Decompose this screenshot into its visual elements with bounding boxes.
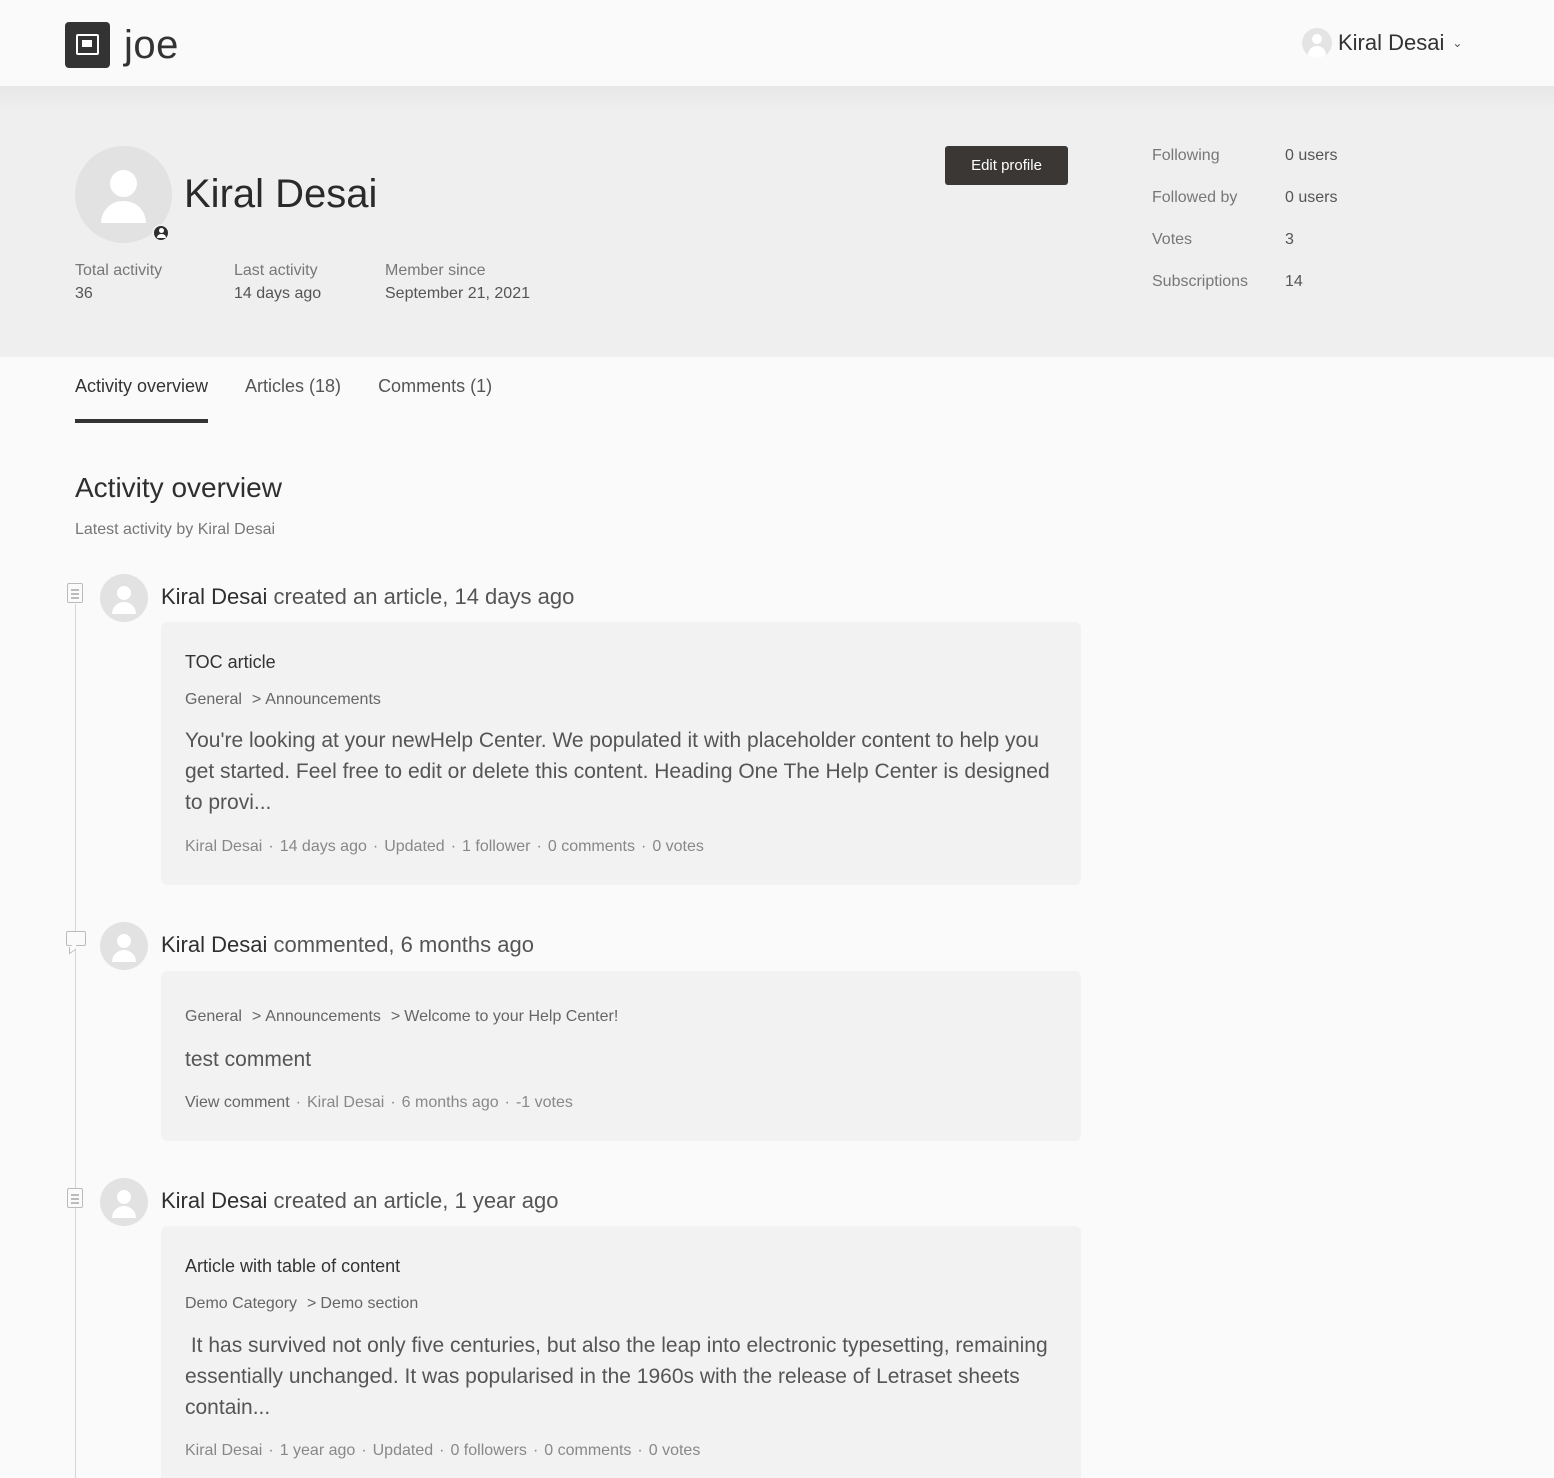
coffee-cup-icon [65, 22, 110, 68]
meta-time: 1 year ago [279, 1442, 356, 1459]
activity-avatar[interactable] [100, 922, 148, 970]
activity-excerpt: It has survived not only five centuries, but also the leap into electronic typesetting, remaining essentially unchanged. It was popularised in the 1960s with the release of Letraset sheets contain... [185, 1334, 1054, 1419]
side-stat-subscriptions [1152, 273, 1303, 291]
meta-votes: -1 votes [515, 1094, 573, 1111]
breadcrumb-item[interactable]: Welcome to your Help Center! [404, 1008, 619, 1025]
meta-followers: 0 followers [450, 1442, 527, 1459]
user-badge-icon [152, 224, 170, 242]
breadcrumb-item[interactable]: Demo Category [185, 1295, 298, 1312]
user-menu-name: Kiral Desai [1338, 30, 1445, 55]
comment-text: test comment [185, 1048, 312, 1071]
brand-logo[interactable] [65, 22, 179, 68]
stat-member-since [385, 262, 530, 303]
activity-meta: Kiral Desai · 14 days ago · Updated · 1 follower · 0 comments · 0 votes [185, 838, 704, 855]
side-stat-value: 14 [1285, 273, 1303, 290]
side-stat-value: 3 [1285, 231, 1294, 248]
breadcrumb-item[interactable]: Announcements [265, 1008, 381, 1025]
activity-card [161, 1226, 1081, 1478]
breadcrumb-separator: > [307, 1295, 317, 1312]
top-header [0, 0, 1554, 86]
activity-meta: Kiral Desai · 1 year ago · Updated · 0 followers · 0 comments · 0 votes [185, 1442, 701, 1459]
side-stat-label: Votes [1152, 231, 1193, 248]
side-stat-votes [1152, 231, 1294, 249]
stat-label: Last activity [234, 262, 318, 279]
stat-value: 14 days ago [234, 285, 322, 302]
stat-value: 36 [75, 285, 93, 302]
side-stat-label: Subscriptions [1152, 273, 1249, 290]
view-comment-link[interactable]: View comment [185, 1094, 290, 1111]
activity-heading [161, 1188, 558, 1214]
side-stat-followed-by [1152, 189, 1337, 207]
activity-user-link[interactable]: Kiral Desai [161, 932, 268, 957]
article-title-link[interactable]: TOC article [185, 652, 276, 672]
profile-tabs [75, 376, 529, 423]
document-icon [67, 1188, 83, 1208]
article-title-link[interactable]: Article with table of content [185, 1256, 401, 1276]
breadcrumb-separator: > [390, 1008, 401, 1025]
side-stat-value: 0 users [1285, 189, 1338, 206]
activity-card [161, 971, 1081, 1141]
stat-label: Total activity [75, 262, 163, 279]
activity-user-link[interactable]: Kiral Desai [161, 1188, 268, 1213]
tab-activity-overview[interactable]: Activity overview [75, 376, 208, 423]
section-subtitle: Latest activity by Kiral Desai [75, 521, 276, 538]
side-stat-value: 0 users [1285, 147, 1338, 164]
meta-votes: 0 votes [648, 1442, 701, 1459]
side-stat-following [1152, 147, 1337, 165]
section-title: Activity overview [75, 472, 282, 503]
meta-time: 14 days ago [279, 838, 367, 855]
user-menu[interactable] [1302, 28, 1462, 58]
profile-name: Kiral Desai [184, 172, 378, 216]
tab-articles[interactable]: Articles (18) [245, 376, 342, 396]
meta-status: Updated [384, 838, 445, 855]
activity-user-link[interactable]: Kiral Desai [161, 584, 268, 609]
activity-excerpt: You're looking at your newHelp Center. We populated it with placeholder content to help you get started. Feel free to edit or delete this content. Heading One The Help Center is designed to provi... [185, 729, 1050, 814]
document-icon [67, 583, 83, 603]
activity-avatar[interactable] [100, 1178, 148, 1226]
breadcrumb-item[interactable]: General [185, 691, 242, 708]
side-stat-label: Followed by [1152, 189, 1238, 206]
breadcrumb-separator: > [251, 1008, 262, 1025]
activity-card [161, 622, 1081, 885]
meta-author: Kiral Desai [185, 838, 263, 855]
stat-label: Member since [385, 262, 486, 279]
breadcrumb [185, 1008, 618, 1026]
breadcrumb-item[interactable]: Demo section [320, 1295, 419, 1312]
meta-author: Kiral Desai [185, 1442, 263, 1459]
activity-action: created an article, 14 days ago [267, 584, 575, 609]
activity-meta: View comment · Kiral Desai · 6 months ago · -1 votes [185, 1094, 573, 1111]
chevron-down-icon: ⌄ [1452, 36, 1463, 50]
tab-comments[interactable]: Comments (1) [378, 376, 493, 396]
edit-profile-button[interactable]: Edit profile [945, 146, 1068, 185]
breadcrumb [185, 1295, 418, 1313]
meta-followers: 1 follower [462, 838, 531, 855]
activity-avatar[interactable] [100, 574, 148, 622]
breadcrumb-item[interactable]: General [185, 1008, 242, 1025]
activity-heading [161, 584, 574, 610]
meta-comments: 0 comments [547, 838, 635, 855]
meta-comments: 0 comments [544, 1442, 632, 1459]
logo-text: joe [124, 22, 179, 67]
breadcrumb-item[interactable]: Announcements [265, 691, 381, 708]
meta-time: 6 months ago [401, 1094, 499, 1111]
breadcrumb [185, 691, 381, 709]
stat-last-activity [234, 262, 321, 303]
header-shadow-band [0, 86, 1554, 110]
activity-action: created an article, 1 year ago [267, 1188, 559, 1213]
comment-icon [66, 931, 86, 946]
meta-status: Updated [372, 1442, 434, 1459]
avatar-icon [1302, 28, 1332, 58]
activity-action: commented, 6 months ago [267, 932, 534, 957]
meta-votes: 0 votes [652, 838, 704, 855]
stat-value: September 21, 2021 [385, 285, 530, 302]
breadcrumb-separator: > [251, 691, 262, 708]
profile-header [0, 110, 1554, 357]
stat-total-activity [75, 262, 162, 303]
meta-author: Kiral Desai [306, 1094, 385, 1111]
activity-heading [161, 932, 534, 958]
side-stat-label: Following [1152, 147, 1220, 164]
timeline-line [75, 604, 76, 1478]
